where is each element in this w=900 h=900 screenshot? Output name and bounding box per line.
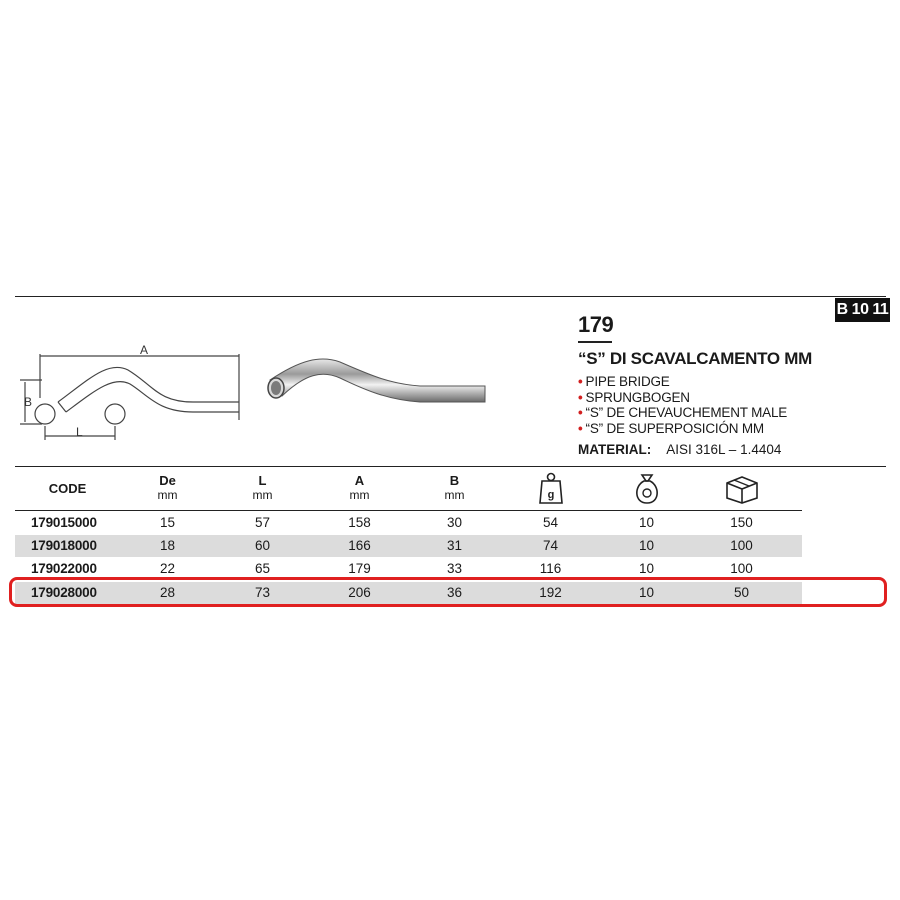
- product-number-underline: [578, 341, 612, 343]
- product-names-list: [578, 374, 787, 436]
- header-b: B mm: [444, 473, 465, 502]
- weight-g-icon: [537, 472, 565, 506]
- header-rule: [15, 510, 802, 511]
- table-row: [15, 535, 802, 557]
- product-title: “S” DI SCAVALCAMENTO MM: [578, 349, 812, 368]
- page-badge: B 10 11: [835, 298, 890, 322]
- cell-code: 179018000: [31, 538, 97, 553]
- cell-weight: 192: [539, 585, 562, 600]
- product-name-item: [578, 390, 787, 406]
- cell-a: 179: [348, 561, 371, 576]
- cell-weight: 74: [542, 538, 559, 553]
- cell-a: 166: [348, 538, 371, 553]
- cell-l: 60: [254, 538, 271, 553]
- cell-a: 158: [348, 515, 371, 530]
- product-name-item: [578, 374, 787, 390]
- product-name-fr: “S” DE CHEVAUCHEMENT MALE: [585, 405, 788, 420]
- bullet-icon: •: [578, 374, 583, 389]
- top-rule: [15, 296, 886, 297]
- cell-code: 179022000: [31, 561, 97, 576]
- bullet-icon: •: [578, 405, 583, 420]
- cell-b: 31: [446, 538, 463, 553]
- table-row: [15, 512, 802, 534]
- product-number: 179: [578, 312, 614, 337]
- cell-b: 36: [446, 585, 463, 600]
- bullet-icon: •: [578, 420, 583, 436]
- cell-box: 150: [730, 515, 753, 530]
- cell-de: 15: [159, 515, 176, 530]
- drawing-label-l: L: [76, 425, 83, 439]
- header-de: De mm: [157, 473, 178, 502]
- product-name-item: [578, 421, 787, 437]
- product-photo: [260, 350, 490, 410]
- cell-weight: 116: [539, 561, 562, 576]
- technical-drawing: [18, 340, 248, 450]
- cell-de: 28: [159, 585, 176, 600]
- cell-l: 57: [254, 515, 271, 530]
- cell-l: 65: [254, 561, 271, 576]
- table-top-rule: [15, 466, 886, 467]
- header-code: CODE: [48, 481, 87, 496]
- product-name-de: SPRUNGBOGEN: [585, 389, 690, 405]
- material-value: AISI 316L – 1.4404: [666, 442, 782, 457]
- cell-box: 50: [733, 585, 750, 600]
- cell-bag: 10: [638, 561, 655, 576]
- cell-b: 33: [446, 561, 463, 576]
- cell-code: 179015000: [31, 515, 97, 530]
- cell-box: 100: [730, 561, 753, 576]
- cell-box: 100: [730, 538, 753, 553]
- cell-bag: 10: [638, 538, 655, 553]
- product-name-es: “S” DE SUPERPOSICIÓN MM: [585, 420, 764, 436]
- cell-l: 73: [254, 585, 271, 600]
- cell-de: 22: [159, 561, 176, 576]
- cell-a: 206: [348, 585, 371, 600]
- cell-de: 18: [159, 538, 176, 553]
- material-label: MATERIAL:: [578, 442, 652, 457]
- cell-code: 179028000: [31, 585, 97, 600]
- material-line: [578, 442, 781, 457]
- product-name-item: [578, 405, 787, 421]
- header-a: A mm: [349, 473, 370, 502]
- bag-icon: [632, 472, 662, 506]
- bullet-icon: •: [578, 389, 583, 405]
- row-highlight-box: [9, 577, 887, 607]
- box-icon: [724, 474, 760, 504]
- cell-bag: 10: [638, 515, 655, 530]
- cell-b: 30: [446, 515, 463, 530]
- cell-weight: 54: [542, 515, 559, 530]
- svg-text:g: g: [547, 489, 555, 501]
- header-l: L mm: [252, 473, 273, 502]
- drawing-label-b: B: [24, 395, 33, 409]
- product-name-en: PIPE BRIDGE: [585, 374, 670, 389]
- cell-bag: 10: [638, 585, 655, 600]
- drawing-label-a: A: [140, 343, 149, 357]
